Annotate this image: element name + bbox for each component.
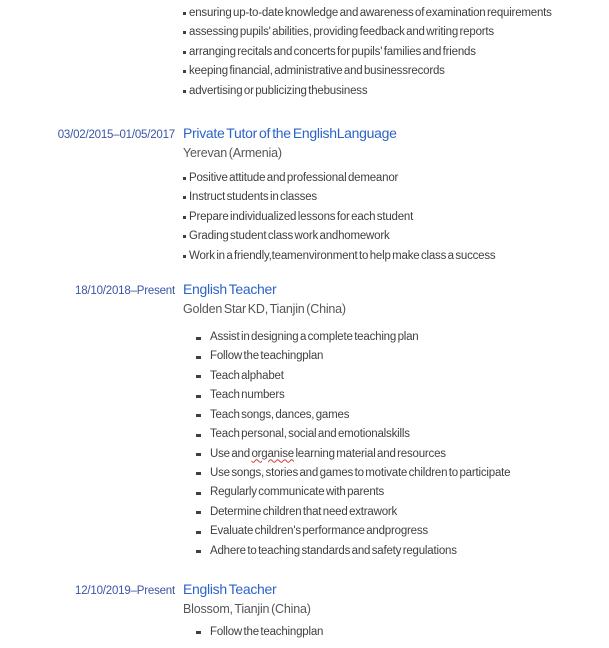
experience-entry-header	[0, 280, 609, 298]
bullet-item	[183, 4, 609, 23]
bullet-square-icon	[196, 550, 201, 553]
bullet-square-icon	[196, 453, 201, 456]
bullet-text: keeping financial, administrative and businessrecords	[189, 65, 445, 78]
bullet-text: Positive attitude and professional demeanor	[189, 172, 399, 185]
bullet-item	[183, 542, 609, 561]
bullet-item	[183, 386, 609, 405]
duties-bullet-list	[183, 623, 609, 642]
bullet-text: Instruct students in classes	[189, 191, 317, 204]
bullet-text	[210, 448, 446, 460]
experience-entry-header	[0, 580, 609, 598]
bullet-item	[183, 62, 609, 81]
bullet-square-icon	[183, 235, 186, 238]
bullet-text: Adhere to teaching standards and safety regulations	[210, 544, 457, 557]
bullet-square-icon	[196, 414, 201, 417]
bullet-square-icon	[196, 472, 201, 475]
bullet-square-icon	[196, 531, 201, 534]
bullet-text: Grading student class work andhomework	[189, 230, 390, 243]
bullet-text: Assist in designing a complete teaching plan	[210, 331, 419, 344]
bullet-text: Follow the teachingplan	[210, 350, 324, 363]
job-title: English Teacher	[183, 281, 277, 298]
bullet-item	[183, 406, 609, 425]
bullet-item	[183, 328, 609, 347]
bullet-text-after: learning material and resources	[293, 447, 446, 460]
bullet-item	[183, 188, 609, 207]
bullet-square-icon	[183, 177, 186, 180]
bullet-item	[183, 23, 609, 42]
bullet-item	[183, 445, 609, 464]
date-range: 12/10/2019–Present	[75, 584, 175, 597]
bullet-text: Work in a friendly,teamenvironment to help make class a success	[189, 249, 496, 262]
bullet-item	[183, 208, 609, 227]
bullet-text: Prepare individualized lessons for each student	[189, 210, 414, 223]
bullet-square-icon	[183, 51, 186, 54]
bullet-square-icon	[183, 31, 186, 34]
bullet-text: Teach songs, dances, games	[210, 408, 350, 421]
bullet-text: Teach personal, social and emotionalskills	[210, 428, 410, 441]
bullet-square-icon	[183, 70, 186, 73]
bullet-square-icon	[196, 337, 201, 340]
bullet-text: Use songs, stories and games to motivate children to participate	[210, 466, 511, 479]
bullet-item	[183, 367, 609, 386]
bullet-text: Follow the teachingplan	[210, 625, 324, 638]
date-range: 03/02/2015–01/05/2017	[57, 129, 175, 142]
date-range: 18/10/2018–Present	[75, 285, 175, 298]
bullet-square-icon	[183, 255, 186, 258]
bullet-text: assessing pupils' abilities, providing feedback and writing reports	[189, 26, 494, 39]
bullet-square-icon	[183, 12, 186, 15]
duties-bullet-list	[183, 328, 609, 561]
bullet-item	[183, 522, 609, 541]
experience-entry-header	[0, 124, 609, 142]
bullet-text: Teach numbers	[210, 389, 285, 402]
bullet-item	[183, 347, 609, 366]
bullet-item	[183, 82, 609, 101]
bullet-square-icon	[196, 395, 201, 398]
employer-location: Blossom, Tianjin (China)	[183, 601, 311, 616]
bullet-text: Regularly communicate with parents	[210, 486, 385, 499]
bullet-text: Teach alphabet	[210, 369, 284, 382]
bullet-item	[183, 623, 609, 642]
bullet-item	[183, 227, 609, 246]
spellcheck-flagged-word: organise	[251, 447, 294, 460]
duties-bullet-list	[183, 169, 609, 266]
bullet-item	[183, 483, 609, 502]
bullet-text: Determine children that need extrawork	[210, 505, 398, 518]
bullet-text: advertising or publicizing thebusiness	[189, 84, 368, 97]
bullet-item	[183, 425, 609, 444]
bullet-item	[183, 169, 609, 188]
bullet-item	[183, 503, 609, 522]
bullet-square-icon	[196, 631, 201, 634]
job-title: Private Tutor of the EnglishLanguage	[183, 125, 397, 142]
bullet-square-icon	[196, 492, 201, 495]
job-title: English Teacher	[183, 580, 277, 597]
bullet-square-icon	[183, 196, 186, 199]
bullet-square-icon	[196, 511, 201, 514]
bullet-square-icon	[183, 90, 186, 93]
employer-location: Golden Star KD, Tianjin (China)	[183, 302, 346, 317]
bullet-square-icon	[196, 434, 201, 437]
bullet-text: arranging recitals and concerts for pupils' families and friends	[189, 45, 476, 58]
bullet-item	[183, 247, 609, 266]
bullet-square-icon	[183, 216, 186, 219]
bullet-text: ensuring up-to-date knowledge and awareness of examination requirements	[189, 7, 552, 19]
bullet-text: Evaluate children's performance andprogress	[210, 525, 428, 538]
employer-location: Yerevan (Armenia)	[183, 146, 282, 161]
continuation-bullet-list	[183, 0, 609, 101]
bullet-square-icon	[196, 375, 201, 378]
bullet-item	[183, 43, 609, 62]
bullet-square-icon	[196, 356, 201, 359]
bullet-text-before: Use and	[210, 447, 252, 460]
bullet-item	[183, 464, 609, 483]
